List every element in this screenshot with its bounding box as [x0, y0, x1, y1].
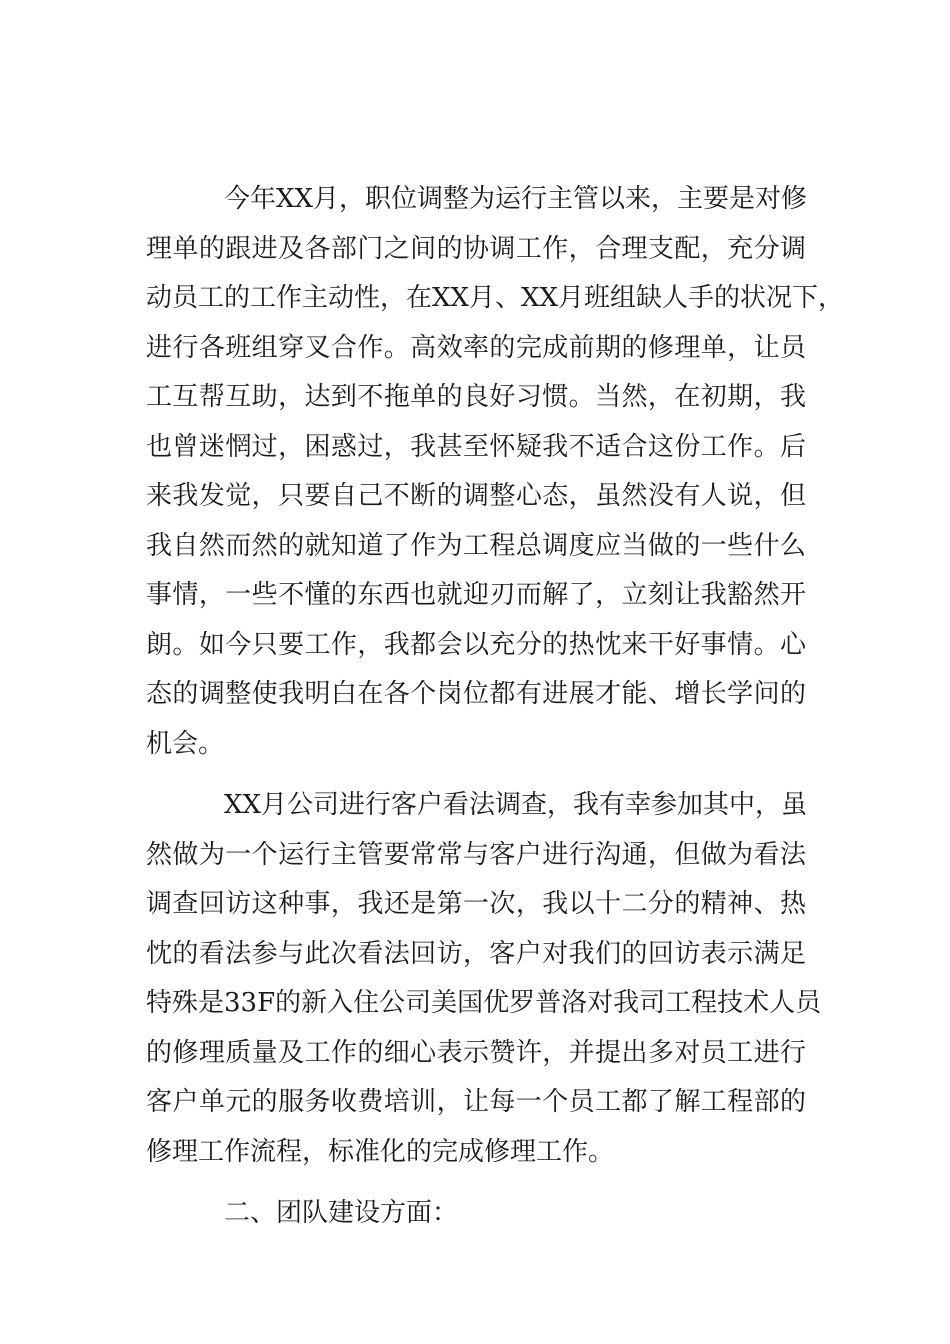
- paragraph-line: 我自然而然的就知道了作为工程总调度应当做的一些什么: [146, 530, 806, 561]
- document-body: [146, 175, 845, 1239]
- paragraph-line: XX月公司进行客户看法调查，我有幸参加其中，虽: [224, 790, 808, 820]
- paragraph-line: 进行各班组穿叉合作。高效率的完成前期的修理单，让员: [146, 332, 806, 363]
- paragraph-line: 客户单元的服务收费培训，让每一个员工都了解工程部的: [146, 1087, 806, 1117]
- paragraph-line: 也曾迷惘过，困惑过，我甚至怀疑我不适合这份工作。后: [146, 431, 806, 462]
- paragraph-1: [146, 175, 845, 769]
- paragraph-line: 今年XX月，职位调整为运行主管以来，主要是对修: [224, 184, 808, 214]
- paragraph-line: 特殊是33F的新入住公司美国优罗普洛对我司工程技术人员: [146, 988, 822, 1018]
- paragraph-2: [146, 781, 822, 1177]
- paragraph-spacer: [146, 769, 806, 781]
- paragraph-line: 动员工的工作主动性，在XX月、XX月班组缺人手的状况下，: [146, 283, 845, 313]
- paragraph-line: 来我发觉，只要自己不断的调整心态，虽然没有人说，但: [146, 481, 806, 511]
- paragraph-line: 朗。如今只要工作，我都会以充分的热忱来干好事情。心: [146, 629, 806, 660]
- paragraph-line: 理单的跟进及各部门之间的协调工作，合理支配，充分调: [146, 233, 806, 264]
- paragraph-line: 忱的看法参与此次看法回访，客户对我们的回访表示满足: [146, 938, 806, 969]
- paragraph-line: 态的调整使我明白在各个岗位都有进展才能、增长学问的: [146, 679, 806, 709]
- section-heading: 二、团队建设方面：: [224, 1198, 459, 1228]
- paragraph-line: 修理工作流程，标准化的完成修理工作。: [146, 1136, 615, 1167]
- paragraph-line: 然做为一个运行主管要常常与客户进行沟通，但做为看法: [146, 839, 806, 870]
- paragraph-line: 机会。: [146, 728, 225, 759]
- paragraph-spacer: [146, 1177, 806, 1189]
- paragraph-line: 的修理质量及工作的细心表示赞许，并提出多对员工进行: [146, 1037, 806, 1068]
- paragraph-line: 调查回访这种事，我还是第一次，我以十二分的精神、热: [146, 889, 806, 919]
- paragraph-line: 工互帮互助，达到不拖单的良好习惯。当然，在初期，我: [146, 382, 806, 412]
- paragraph-line: 事情，一些不懂的东西也就迎刃而解了，立刻让我豁然开: [146, 580, 806, 610]
